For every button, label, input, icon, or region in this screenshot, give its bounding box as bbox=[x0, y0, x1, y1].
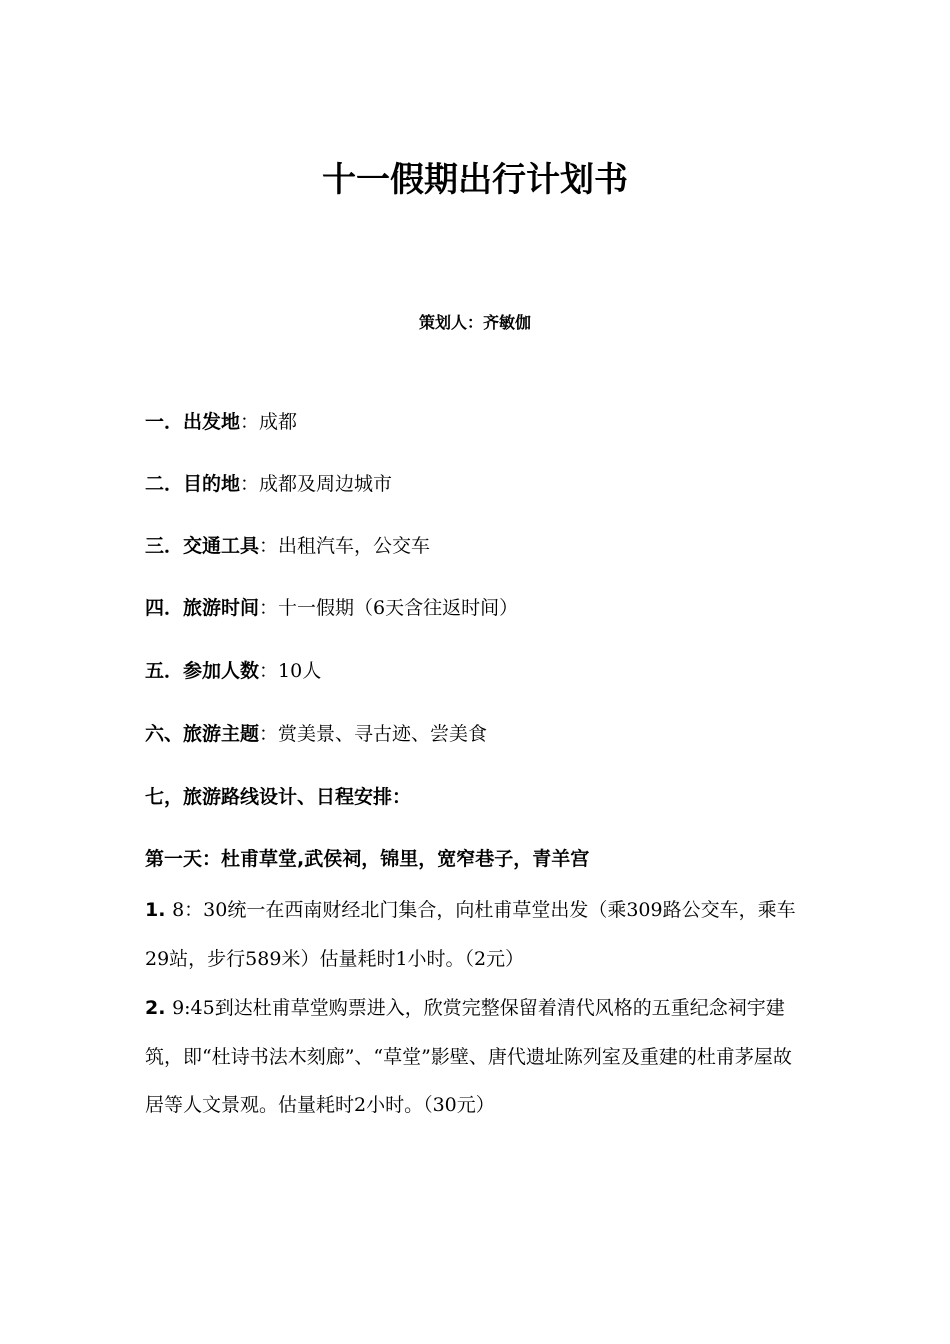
info-separator: ： bbox=[240, 411, 260, 433]
info-separator: ： bbox=[259, 597, 279, 619]
info-value: 十一假期（6天含往返时间） bbox=[278, 597, 519, 619]
itinerary-text: 8：30统一在西南财经北门集合，向杜甫草堂出发（乘309路公交车，乘车29站，步行589米）估量耗时1小时。（2元） bbox=[145, 899, 796, 970]
info-value: 出租汽车，公交车 bbox=[278, 535, 431, 557]
info-separator: ： bbox=[259, 660, 279, 682]
info-label: 三．交通工具 bbox=[145, 535, 260, 557]
info-departure bbox=[145, 408, 845, 437]
info-label: 四．旅游时间 bbox=[145, 597, 260, 619]
day1-heading: 第一天：杜甫草堂,武侯祠，锦里，宽窄巷子，青羊宫 bbox=[145, 848, 590, 870]
planner-line: 策划人：齐敏伽 bbox=[418, 313, 531, 332]
document-title: 十一假期出行计划书 bbox=[322, 160, 628, 200]
info-label: 五．参加人数 bbox=[145, 660, 260, 682]
info-label: 二．目的地 bbox=[145, 473, 241, 495]
info-value: 成都 bbox=[259, 411, 298, 433]
info-label: 一．出发地 bbox=[145, 411, 241, 433]
info-separator: ： bbox=[259, 535, 279, 557]
info-label: 六、旅游主题 bbox=[145, 723, 260, 745]
info-label: 七，旅游路线设计、日程安排： bbox=[145, 786, 412, 808]
itinerary-text: 9:45到达杜甫草堂购票进入，欣赏完整保留着清代风格的五重纪念祠宇建筑，即“杜诗书法木刻廊”、“草堂”影壁、唐代遗址陈列室及重建的杜甫茅屋故居等人文景观。估量耗时2小时。（30元） bbox=[145, 997, 792, 1116]
itinerary-number: 2. bbox=[145, 997, 173, 1019]
info-destination bbox=[145, 470, 845, 499]
info-transport bbox=[145, 532, 845, 561]
info-separator: ： bbox=[240, 473, 260, 495]
itinerary-number: 1. bbox=[145, 899, 173, 921]
info-value: 10人 bbox=[278, 660, 322, 682]
info-route-heading bbox=[145, 783, 845, 812]
info-theme bbox=[145, 720, 845, 749]
info-travel-time bbox=[145, 594, 845, 623]
info-value: 成都及周边城市 bbox=[259, 473, 393, 495]
itinerary-item-1 bbox=[145, 886, 810, 983]
itinerary-item-2 bbox=[145, 984, 810, 1130]
info-value: 赏美景、寻古迹、尝美食 bbox=[278, 723, 488, 745]
info-separator: ： bbox=[259, 723, 279, 745]
info-participants bbox=[145, 657, 845, 686]
